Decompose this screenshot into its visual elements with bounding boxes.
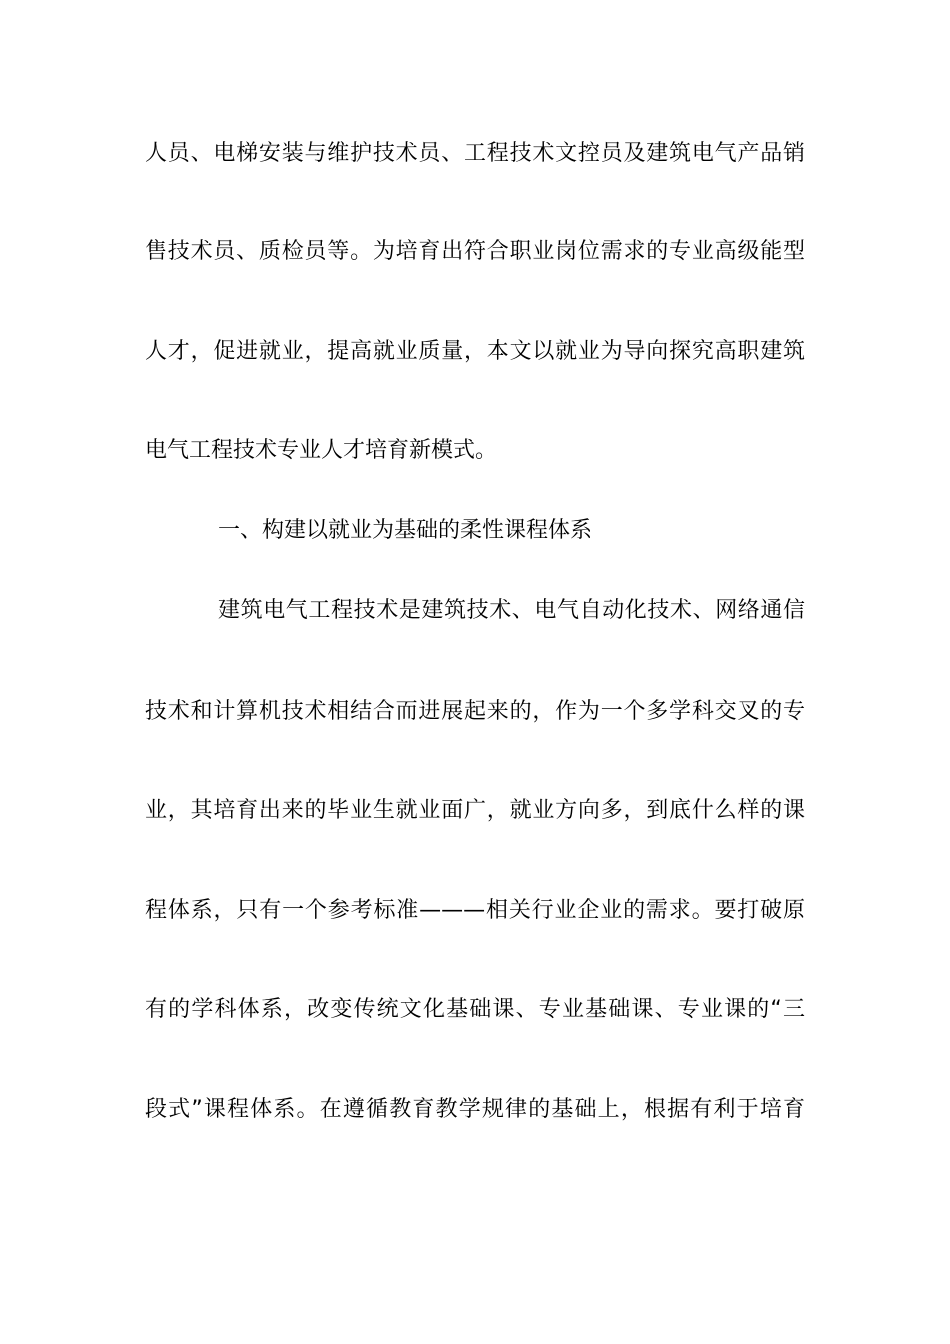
body-text-line: 电气工程技术专业人才培育新模式。	[145, 438, 498, 463]
body-text-line: 售技术员、质检员等。为培育出符合职业岗位需求的专业高级能型	[145, 239, 805, 264]
paragraph-line: 业，其培育出来的毕业生就业面广，就业方向多，到底什么样的课	[145, 798, 805, 823]
paragraph-line: 段式”课程体系。在遵循教育教学规律的基础上，根据有利于培育	[145, 1097, 805, 1122]
paragraph-line: 程体系，只有一个参考标准———相关行业企业的需求。要打破原	[145, 898, 805, 923]
body-text-line: 人才，促进就业，提高就业质量，本文以就业为导向探究高职建筑	[145, 339, 805, 364]
paragraph-line: 有的学科体系，改变传统文化基础课、专业基础课、专业课的“三	[145, 997, 805, 1022]
body-text-line: 人员、电梯安装与维护技术员、工程技术文控员及建筑电气产品销	[145, 141, 805, 166]
section-heading: 一、构建以就业为基础的柔性课程体系	[218, 518, 593, 543]
paragraph-line: 技术和计算机技术相结合而进展起来的，作为一个多学科交叉的专	[145, 699, 805, 724]
paragraph-line: 建筑电气工程技术是建筑技术、电气自动化技术、网络通信	[218, 598, 805, 623]
